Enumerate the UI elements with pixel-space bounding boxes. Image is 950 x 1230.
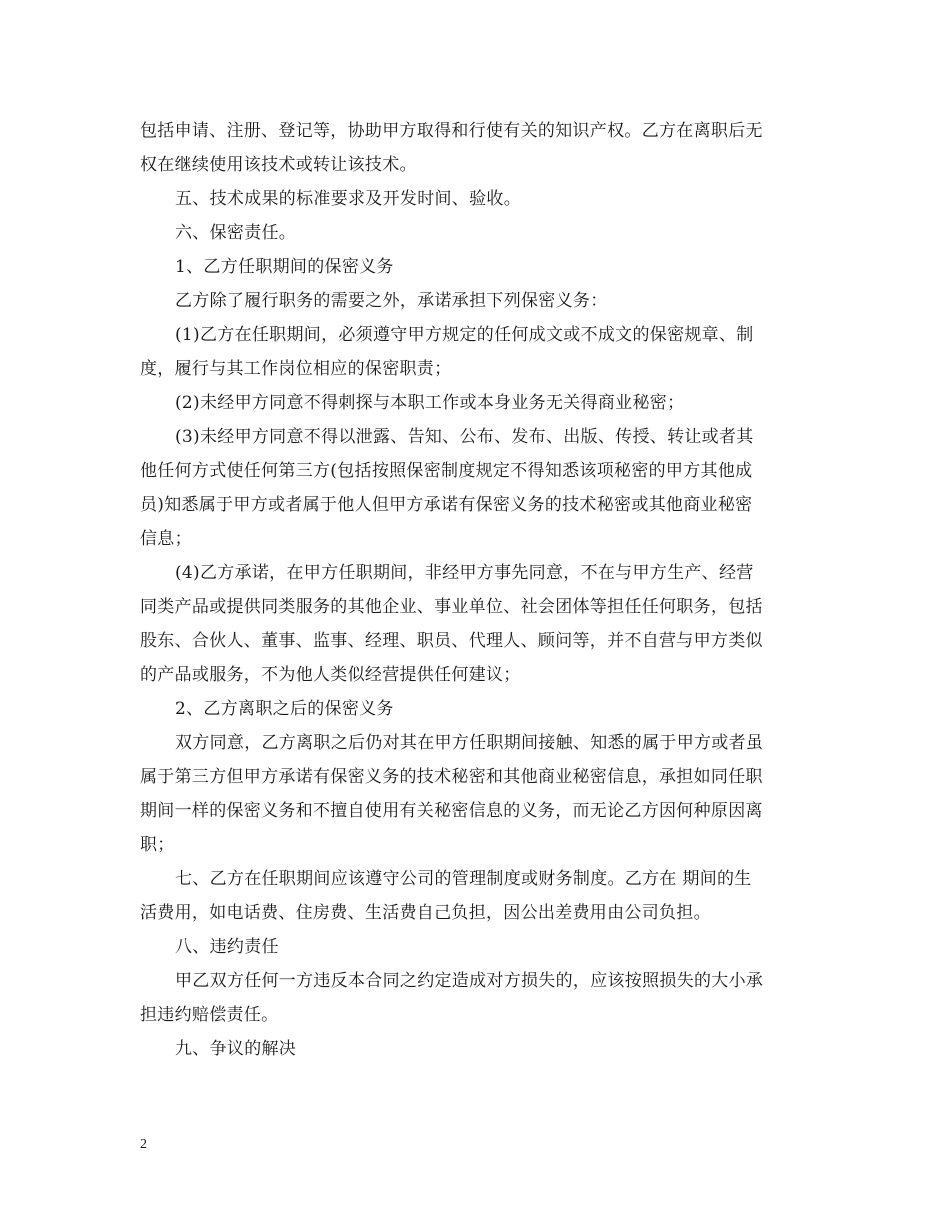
paragraph-line: (4)乙方承诺，在甲方任职期间，非经甲方事先同意，不在与甲方生产、经营 <box>175 563 754 583</box>
paragraph-line: (3)未经甲方同意不得以泄露、告知、公布、发布、出版、传授、转让或者其 <box>175 427 754 447</box>
document-body <box>140 114 812 1066</box>
section-heading: 六、保密责任。 <box>175 223 297 243</box>
paragraph-line: 担违约赔偿责任。 <box>140 1005 279 1025</box>
page-number: 2 <box>140 1137 147 1152</box>
subsection-heading: 1、乙方任职期间的保密义务 <box>175 257 394 277</box>
paragraph-line: 同类产品或提供同类服务的其他企业、事业单位、社会团体等担任任何职务，包括 <box>140 597 763 617</box>
paragraph-line: 甲乙双方任何一方违反本合同之约定造成对方损失的，应该按照损失的大小承 <box>175 971 764 991</box>
paragraph-line: 属于第三方但甲方承诺有保密义务的技术秘密和其他商业秘密信息，承担如同任职 <box>140 767 763 787</box>
paragraph-line: (1)乙方在任职期间，必须遵守甲方规定的任何成文或不成文的保密规章、制 <box>175 325 754 345</box>
paragraph-line: 乙方除了履行职务的需要之外，承诺承担下列保密义务： <box>175 291 608 311</box>
paragraph-line: (2)未经甲方同意不得刺探与本职工作或本身业务无关得商业秘密； <box>175 393 685 413</box>
paragraph-line: 活费用，如电话费、住房费、生活费自己负担，因公出差费用由公司负担。 <box>140 903 711 923</box>
paragraph-line: 职； <box>140 835 175 855</box>
paragraph-line: 双方同意，乙方离职之后仍对其在甲方任职期间接触、知悉的属于甲方或者虽 <box>175 733 764 753</box>
subsection-heading: 2、乙方离职之后的保密义务 <box>175 699 394 719</box>
section-heading: 五、技术成果的标准要求及开发时间、验收。 <box>175 189 521 209</box>
paragraph-line: 他任何方式使任何第三方(包括按照保密制度规定不得知悉该项秘密的甲方其他成 <box>140 461 753 481</box>
paragraph-line: 度，履行与其工作岗位相应的保密职责； <box>140 359 452 379</box>
paragraph-line: 权在继续使用该技术或转让该技术。 <box>140 155 417 175</box>
paragraph-line: 的产品或服务，不为他人类似经营提供任何建议； <box>140 665 521 685</box>
paragraph-line: 员)知悉属于甲方或者属于他人但甲方承诺有保密义务的技术秘密或其他商业秘密 <box>140 495 753 515</box>
paragraph-line: 股东、合伙人、董事、监事、经理、职员、代理人、顾问等，并不自营与甲方类似 <box>140 631 763 651</box>
section-heading: 九、争议的解决 <box>175 1039 297 1059</box>
paragraph-line: 期间一样的保密义务和不擅自使用有关秘密信息的义务，而无论乙方因何种原因离 <box>140 801 763 821</box>
paragraph-line: 信息； <box>140 529 192 549</box>
section-heading: 七、乙方在任职期间应该遵守公司的管理制度或财务制度。乙方在 期间的生 <box>175 869 752 889</box>
paragraph-line: 包括申请、注册、登记等，协助甲方取得和行使有关的知识产权。乙方在离职后无 <box>140 121 763 141</box>
section-heading: 八、违约责任 <box>175 937 279 957</box>
